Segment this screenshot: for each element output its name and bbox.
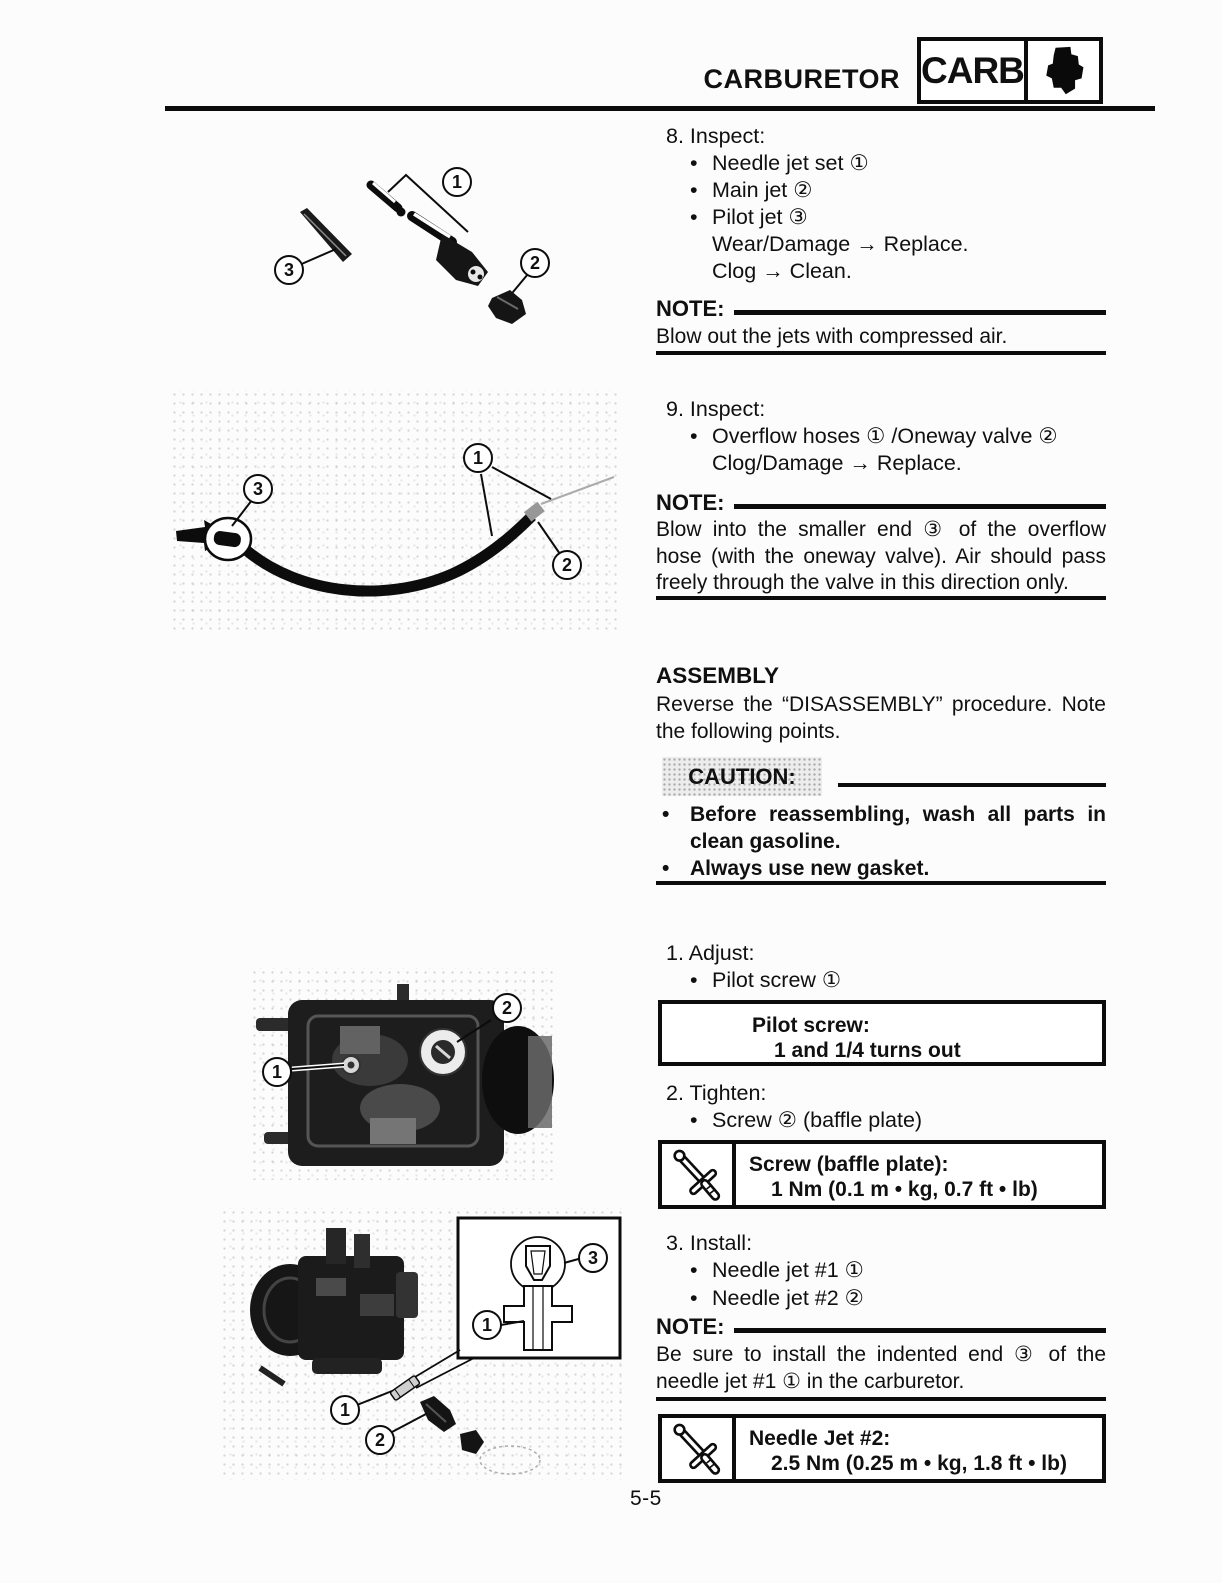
- note-body: Blow out the jets with compressed air.: [656, 325, 1008, 348]
- step-9-item-text: Overflow hoses ① /Oneway valve ②: [712, 424, 1058, 448]
- callout-3: 3: [243, 474, 273, 504]
- torque-title: Needle Jet #2:: [749, 1427, 891, 1450]
- section-tab-label: CARB: [921, 49, 1024, 91]
- callout-2: 2: [552, 550, 582, 580]
- step-2-item: [690, 1107, 922, 1134]
- assembly-heading: ASSEMBLY: [656, 663, 779, 688]
- callout-2: 2: [520, 248, 550, 278]
- step-8-item: [690, 204, 808, 231]
- step-2-item-text: Screw ② (baffle plate): [712, 1108, 923, 1132]
- step-9-item: [690, 423, 1058, 450]
- note-body: Be sure to install the indented end ③ of the needle jet #1 ① in the carburetor.: [656, 1343, 1106, 1393]
- torque-value: 1 Nm (0.1 m • kg, 0.7 ft • lb): [771, 1178, 1038, 1201]
- spec-title: Pilot screw:: [752, 1014, 870, 1037]
- step-3-item-text: Needle jet #1 ①: [712, 1258, 864, 1282]
- caution-item-text: Before reassembling, wash all parts in clean gasoline.: [690, 803, 1106, 853]
- figure-needle-jet-install: [220, 1208, 622, 1480]
- step-8-result: Clog → Clean.: [712, 259, 852, 283]
- step-8-item-text: Needle jet set ①: [712, 151, 869, 175]
- step-8-item-text: Main jet ②: [712, 178, 813, 202]
- step-8-item-text: Pilot jet ③: [712, 205, 808, 229]
- bullet-marker: •: [690, 968, 698, 992]
- note-rule: [734, 504, 1106, 509]
- caution-label: CAUTION:: [662, 757, 822, 796]
- bullet-marker: •: [690, 205, 698, 229]
- step-3-item-text: Needle jet #2 ②: [712, 1286, 864, 1310]
- page-number: 5-5: [630, 1487, 662, 1510]
- caution-item: [662, 855, 1106, 882]
- caution-item-text: Always use new gasket.: [690, 857, 930, 880]
- bullet-marker: •: [690, 1286, 698, 1310]
- torque-box-screw: [658, 1140, 1106, 1209]
- bullet-marker: •: [662, 803, 670, 826]
- figure-carburetor-top: [250, 968, 555, 1180]
- page-title: CARBURETOR: [703, 64, 900, 94]
- figure-jets: [240, 148, 630, 343]
- torque-value: 2.5 Nm (0.25 m • kg, 1.8 ft • lb): [771, 1452, 1067, 1475]
- step-1-item: [690, 967, 841, 994]
- spec-box-pilot-screw: [658, 1000, 1106, 1066]
- torque-box-needle-jet: [658, 1414, 1106, 1483]
- bullet-marker: •: [662, 857, 670, 880]
- note-rule: [734, 1328, 1106, 1333]
- step-8-heading: 8. Inspect:: [666, 124, 766, 148]
- divider-rule: [656, 1397, 1106, 1401]
- procedure-column: [656, 0, 1106, 1583]
- step-9-heading: 9. Inspect:: [666, 397, 766, 421]
- note-body: Blow into the smaller end ③ of the overflow hose (with the oneway valve). Air should pass freely through the valve in this direction only.: [656, 518, 1106, 594]
- note-block: [656, 1314, 1106, 1340]
- callout-1: 1: [463, 443, 493, 473]
- bullet-marker: •: [690, 1258, 698, 1282]
- callout-2: 2: [365, 1425, 395, 1455]
- step-8-item: [690, 177, 813, 204]
- bullet-marker: •: [690, 1108, 698, 1132]
- callout-1: 1: [442, 167, 472, 197]
- note-label: NOTE:: [656, 490, 725, 515]
- divider-rule: [656, 596, 1106, 600]
- callout-1: 1: [330, 1395, 360, 1425]
- step-1-heading: 1. Adjust:: [666, 941, 755, 965]
- step-3-heading: 3. Install:: [666, 1231, 753, 1255]
- callout-1: 1: [262, 1057, 292, 1087]
- step-8-item: [690, 150, 869, 177]
- step-8-result: Wear/Damage → Replace.: [712, 232, 969, 256]
- step-2-heading: 2. Tighten:: [666, 1081, 767, 1105]
- callout-2: 2: [492, 993, 522, 1023]
- callout-3: 3: [578, 1243, 608, 1273]
- step-3-item: [690, 1257, 864, 1284]
- caution-rule: [838, 783, 1106, 787]
- callout-3: 3: [274, 255, 304, 285]
- note-label: NOTE:: [656, 1314, 725, 1339]
- note-block: [656, 490, 1106, 516]
- bullet-marker: •: [690, 424, 698, 448]
- divider-rule: [656, 881, 1106, 885]
- callout-1: 1: [472, 1310, 502, 1340]
- caution-item: [662, 801, 1106, 855]
- step-3-item: [690, 1285, 864, 1312]
- step-9-result: Clog/Damage → Replace.: [712, 451, 962, 475]
- assembly-body: Reverse the “DISASSEMBLY” procedure. Note the following points.: [656, 693, 1106, 743]
- note-label: NOTE:: [656, 296, 725, 321]
- figure-overflow-hose: [170, 390, 620, 630]
- torque-title: Screw (baffle plate):: [749, 1153, 949, 1176]
- step-1-item-text: Pilot screw ①: [712, 968, 842, 992]
- divider-rule: [656, 351, 1106, 355]
- note-rule: [734, 310, 1106, 315]
- bullet-marker: •: [690, 151, 698, 175]
- torque-wrench-icon: [662, 1418, 736, 1479]
- bullet-marker: •: [690, 178, 698, 202]
- torque-wrench-icon: [662, 1144, 736, 1205]
- note-block: [656, 296, 1106, 322]
- spec-value: 1 and 1/4 turns out: [774, 1039, 961, 1062]
